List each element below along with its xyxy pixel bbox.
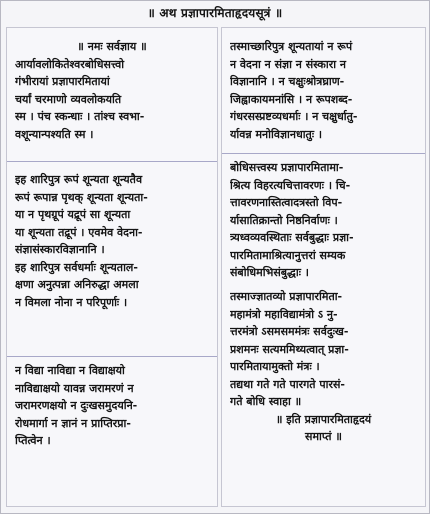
text-line: तस्माच्छारिपुत्र शून्यतायां न रूपं [230,40,353,53]
text-line: स्म । पंच स्कन्धाः । तांश्च स्वभा- [15,110,145,123]
right-column [221,27,426,507]
left-block-emptiness [7,171,217,311]
text-line: त्र्यध्वव्यवस्थिताः सर्वबुद्धाः प्रज्ञा- [230,231,354,244]
text-line: प्तित्वेन । [15,434,51,447]
text-line: इह शारिपुत्र रूपं शून्यता शून्यतैव [15,173,143,186]
text-line: जिह्वाकायमनांसि । न रूपशब्द- [230,92,353,106]
right-block-aggregates [222,38,425,143]
invocation-heading: ॥ नमः सर्वज्ञाय ॥ [77,40,147,53]
text-line: न विद्या नाविद्या न विद्याक्षयो [15,364,125,377]
text-line: नाविद्याक्षयो यावन्न जरामरणं न [15,381,134,395]
text-line: या न पृथग्रूपं यद्रूपं सा शून्यता [15,208,131,221]
text-line: त्तावरणनास्तित्वादत्रस्तो विप- [230,196,343,209]
text-line: तद्यथा गते गते पारगते पारसं- [230,377,345,391]
text-line: र्यावन्न मनोविज्ञानधातुः । [230,127,323,141]
section-divider [7,161,217,162]
text-line: तस्माज्ज्ञातव्यो प्रज्ञापारमिता- [230,290,343,303]
text-line: चर्यां चरमाणो व्यवलोकयति [15,92,122,106]
text-line: गते बोधि स्वाहा ॥ [230,395,302,408]
text-line: गंधरसस्प्रष्टव्यधर्माः । न चक्षुर्धातु- [230,110,358,123]
text-line: पारमितायामुक्तो मंत्रः । [230,360,320,373]
right-block-mantra [222,288,425,446]
text-line: रूपं रूपान्न पृथक् शून्यता शून्यता- [15,190,148,204]
text-line: त्तरमंत्रो ऽसमसममंत्रः सर्वदुःख- [230,325,349,338]
text-line: संबोधिमभिसंबुद्धाः । [230,266,309,279]
text-line: विज्ञानानि । न चक्षुःश्रोत्रघ्राण- [230,75,345,88]
left-column [6,27,218,507]
text-line: जरामरणक्षयो न दुःखसमुदयनि- [15,399,138,412]
text-line: न वेदना न संज्ञा न संस्कारा न [230,57,347,71]
text-line: वशून्यान्पश्यति स्म । [15,127,94,141]
section-divider [222,153,425,154]
section-divider [7,356,217,357]
closing-line: ॥ इति प्रज्ञापारमिताहृदयं [275,412,372,426]
text-line: र्यासातिक्रान्तो निष्ठनिर्वाणः । [230,213,338,227]
text-line: क्षणा अनुत्पन्ना अनिरुद्धा अमला [15,278,139,291]
text-line: न विमला नोना न परिपूर्णाः । [15,295,128,309]
text-line: महामंत्रो महाविद्यामंत्रो ऽ नु- [230,307,338,321]
text-line: इह शारिपुत्र सर्वधर्माः शून्यताल- [15,260,138,274]
text-line: पारमितामाश्रित्यानुत्तरां सम्यक [230,248,346,262]
text-line: गंभीरायां प्रज्ञापारमितायां [15,75,110,88]
closing-line: समाप्तं ॥ [305,430,342,443]
left-block-invocation [7,38,217,143]
text-line: संज्ञासंस्कारविज्ञानानि । [15,243,105,256]
text-line: रोधमार्गा न ज्ञानं न प्राप्तिरप्रा- [15,416,131,430]
text-line: बोधिसत्त्वस्य प्रज्ञापारमितामा- [230,161,344,174]
text-line: आर्यावलोकितेश्वरबोधिसत्त्वो [15,57,125,71]
text-line: या शून्यता तद्रूपं । एवमेव वेदना- [15,225,143,239]
left-block-negation [7,362,217,450]
text-line: प्रशमनः सत्यममिथ्यत्वात् प्रज्ञा- [230,342,349,356]
text-line: श्रित्य विहरत्यचित्तावरणः । चि- [230,178,351,192]
right-block-bodhisattva [222,159,425,282]
page-title: ॥ अथ प्रज्ञापारमिताहृदयसूत्रं ॥ [147,6,283,20]
